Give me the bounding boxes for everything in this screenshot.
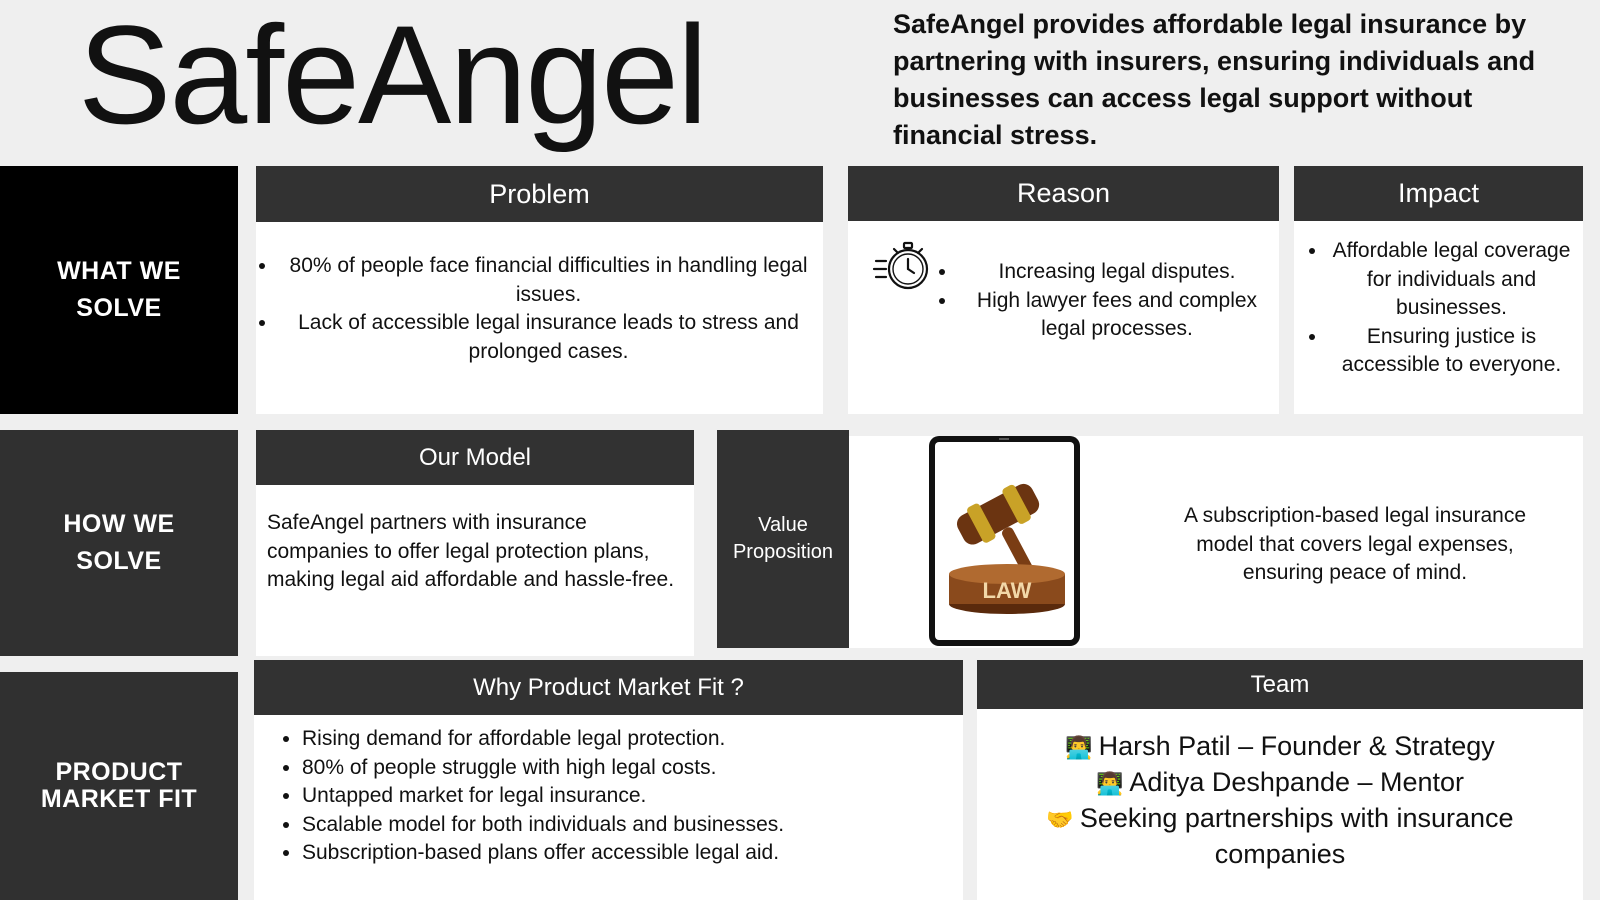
law-gavel-image [929, 436, 1080, 646]
pmf-header [254, 660, 963, 715]
team-card [977, 709, 1583, 900]
stopwatch-icon [872, 239, 936, 295]
brand-logo-text: SafeAngel [78, 0, 707, 153]
problem-title: Problem [489, 178, 590, 209]
problem-list [256, 252, 819, 366]
reason-title: Reason [1016, 178, 1111, 208]
row-label-product-market-fit [0, 672, 238, 900]
reason-header [848, 166, 1279, 221]
impact-header [1294, 166, 1583, 221]
list-item: • Untapped market for legal insurance. [302, 782, 963, 811]
pmf-title: Why Product Market Fit ? [473, 673, 744, 701]
list-item: • Lack of accessible legal insurance leads to stress and prolonged cases. [278, 309, 819, 366]
model-card [256, 485, 694, 656]
list-item: • Increasing legal disputes. [958, 258, 1276, 287]
impact-card [1294, 221, 1583, 414]
team-member [1001, 729, 1559, 765]
value-label-text: Value Proposition [732, 514, 834, 563]
list-item: • Ensuring justice is accessible to everyone. [1328, 323, 1575, 380]
reason-card [848, 221, 1279, 414]
list-item: • Scalable model for both individuals and businesses. [302, 811, 963, 840]
pmf-card [254, 715, 963, 900]
list-item: • Rising demand for affordable legal protection. [302, 725, 963, 754]
list-item: • 80% of people face financial difficulties in handling legal issues. [278, 252, 819, 309]
team-member-text: Seeking partnerships with insurance companies [1079, 803, 1514, 869]
list-item: • 80% of people struggle with high legal costs. [302, 754, 963, 783]
list-item: • Subscription-based plans offer accessible legal aid. [302, 839, 963, 868]
row-label-pmf-text: PRODUCT MARKET FIT [40, 758, 198, 813]
row-label-how-we-solve [0, 430, 238, 656]
team-title: Team [1250, 670, 1310, 698]
reason-list-wrap [936, 258, 1276, 344]
tagline: SafeAngel provides affordable legal insurance by partnering with insurers, ensuring individuals and businesses can access legal support without financial stress. [893, 9, 1536, 150]
team-member-text: Aditya Deshpande – Mentor [1129, 767, 1465, 797]
model-header [256, 430, 694, 485]
problem-card [256, 222, 823, 414]
reason-list [936, 258, 1276, 344]
problem-header [256, 166, 823, 222]
pmf-list [278, 725, 963, 868]
model-title: Our Model [418, 443, 532, 471]
team-member [1001, 765, 1559, 801]
value-body: A subscription-based legal insurance model that covers legal expenses, ensuring peace of mind. [1183, 504, 1527, 584]
list-item: • High lawyer fees and complex legal processes. [958, 287, 1276, 344]
impact-title: Impact [1397, 178, 1480, 208]
value-proposition-card [849, 436, 1583, 648]
team-member [1001, 801, 1559, 872]
row-label-what-we-solve [0, 166, 238, 414]
law-text: LAW [982, 578, 1032, 603]
person-icon: 👨‍💻 [1095, 771, 1124, 796]
person-icon: 👨‍💻 [1065, 735, 1093, 760]
row-label-how-text: HOW WE SOLVE [63, 510, 175, 575]
team-member-text: Harsh Patil – Founder & Strategy [1098, 731, 1495, 761]
value-proposition-label [717, 430, 849, 648]
model-body: SafeAngel partners with insurance companies to offer legal protection plans, making legal aid affordable and hassle-free. [267, 511, 675, 591]
list-item: • Affordable legal coverage for individuals and businesses. [1328, 237, 1575, 323]
team-header [977, 660, 1583, 709]
handshake-icon: 🤝 [1046, 807, 1074, 832]
impact-list [1306, 237, 1575, 380]
row-label-what-text: WHAT WE SOLVE [57, 257, 181, 322]
